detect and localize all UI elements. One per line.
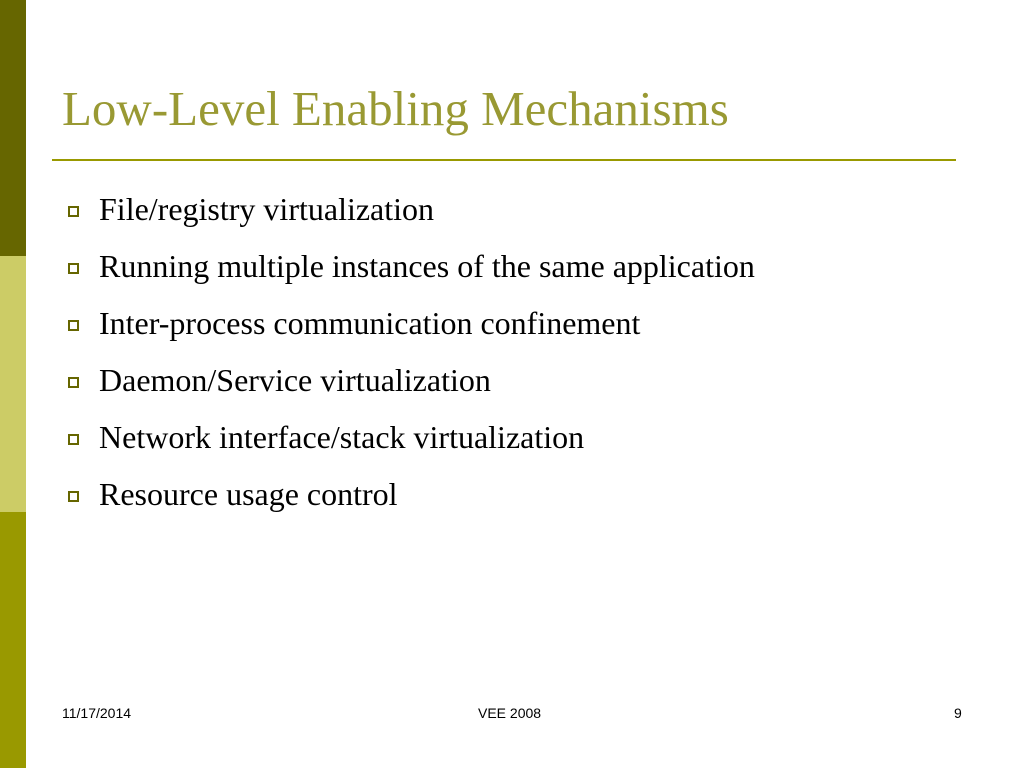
- bullet-item: [68, 361, 755, 418]
- square-bullet-icon: [68, 377, 79, 388]
- slide-title: Low-Level Enabling Mechanisms: [62, 81, 729, 136]
- square-bullet-icon: [68, 263, 79, 274]
- bullet-text: Resource usage control: [99, 476, 398, 512]
- footer-date: 11/17/2014: [62, 705, 132, 721]
- bullet-text: Inter-process communication confinement: [99, 305, 641, 341]
- side-band-middle: [0, 256, 26, 512]
- square-bullet-icon: [68, 320, 79, 331]
- square-bullet-icon: [68, 434, 79, 445]
- square-bullet-icon: [68, 491, 79, 502]
- bullet-text: File/registry virtualization: [99, 191, 435, 227]
- page-number: 9: [954, 705, 962, 721]
- side-band-top: [0, 0, 26, 256]
- bullet-item: [68, 247, 755, 304]
- bullet-text: Network interface/stack virtualization: [99, 419, 585, 455]
- bullet-text: Daemon/Service virtualization: [99, 362, 491, 398]
- bullet-text: Running multiple instances of the same application: [99, 248, 755, 284]
- footer-title: VEE 2008: [478, 705, 542, 721]
- bullet-item: [68, 190, 755, 247]
- side-band-bottom: [0, 512, 26, 768]
- bullet-item: [68, 475, 755, 532]
- bullet-list: [68, 190, 755, 532]
- bullet-item: [68, 304, 755, 361]
- square-bullet-icon: [68, 206, 79, 217]
- title-underline: [52, 159, 956, 161]
- bullet-item: [68, 418, 755, 475]
